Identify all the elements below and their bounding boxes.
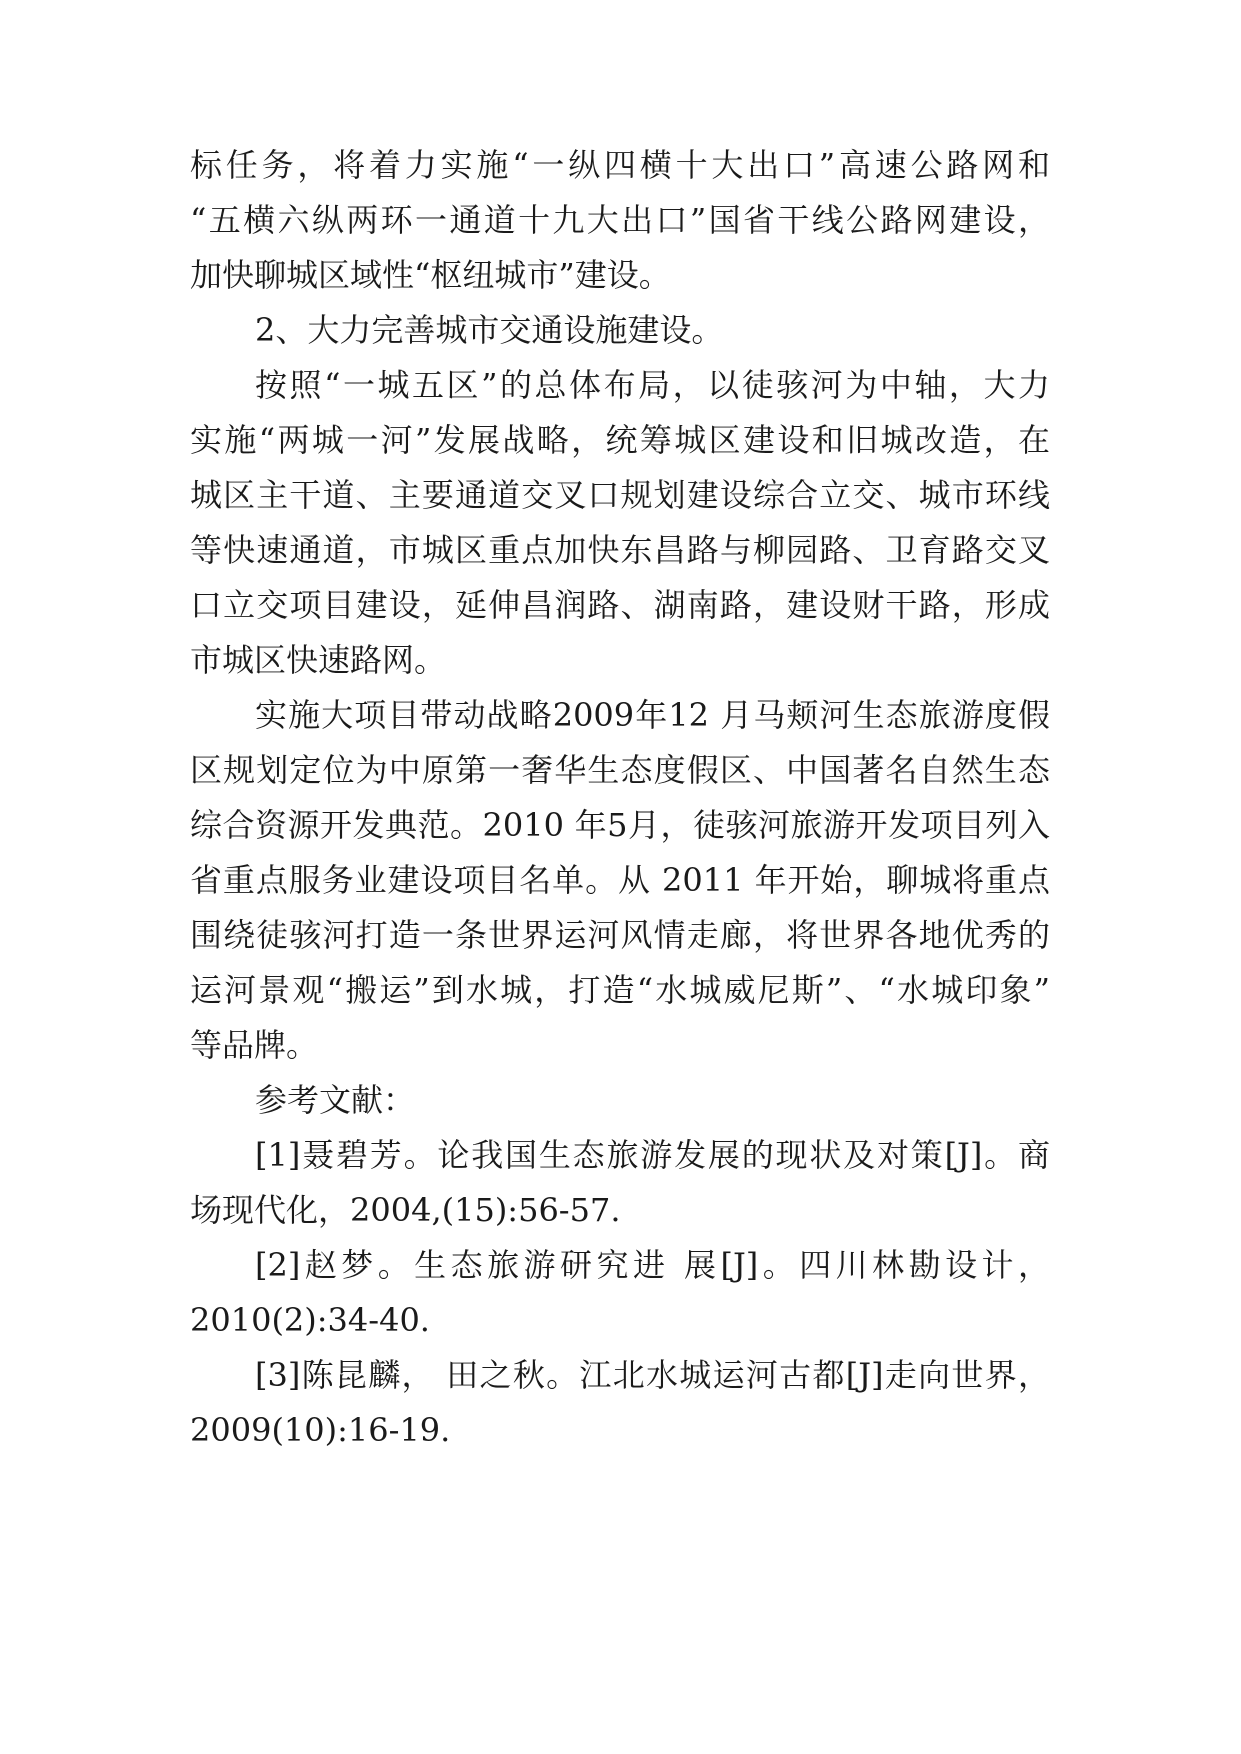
paragraph-line: 口立交项目建设，延伸昌润路、湖南路，建设财干路，形成 <box>190 586 1050 624</box>
reference-line: 场现代化，2004,(15):56-57. <box>190 1191 621 1229</box>
paragraph-line: 市城区快速路网。 <box>190 641 447 679</box>
reference-line: 2010(2):34-40. <box>190 1301 430 1339</box>
reference-line: [1]聂碧芳。论我国生态旅游发展的现状及对策[J]。商 <box>255 1136 1050 1174</box>
paragraph-line: 运河景观“搬运”到水城，打造“水城威尼斯”、“水城印象” <box>190 971 1050 1009</box>
references-heading: 参考文献： <box>255 1081 416 1119</box>
paragraph-line: 区规划定位为中原第一奢华生态度假区、中国著名自然生态 <box>190 751 1050 789</box>
paragraph-line: 城区主干道、主要通道交叉口规划建设综合立交、城市环线 <box>190 476 1050 514</box>
paragraph-line: 实施“两城一河”发展战略，统筹城区建设和旧城改造，在 <box>190 421 1050 459</box>
reference-line: 2009(10):16-19. <box>190 1411 451 1449</box>
paragraph-line: 标任务，将着力实施“一纵四横十大出口”高速公路网和 <box>190 146 1050 184</box>
paragraph-line: 等品牌。 <box>190 1026 319 1064</box>
paragraph-line: “五横六纵两环一通道十九大出口”国省干线公路网建设， <box>190 201 1050 239</box>
paragraph-line: 围绕徒骇河打造一条世界运河风情走廊，将世界各地优秀的 <box>190 916 1050 954</box>
paragraph-line: 等快速通道，市城区重点加快东昌路与柳园路、卫育路交叉 <box>190 531 1050 569</box>
paragraph-line: 加快聊城区域性“枢纽城市”建设。 <box>190 256 671 294</box>
section-heading: 2、大力完善城市交通设施建设。 <box>255 311 724 349</box>
reference-line: [3]陈昆麟， 田之秋。江北水城运河古都[J]走向世界， <box>255 1356 1050 1394</box>
paragraph-line: 实施大项目带动战略2009年12 月马颊河生态旅游度假 <box>255 696 1050 734</box>
paragraph-line: 省重点服务业建设项目名单。从 2011 年开始，聊城将重点 <box>190 861 1050 899</box>
paragraph-line: 按照“一城五区”的总体布局，以徒骇河为中轴，大力 <box>255 366 1050 404</box>
reference-line: [2]赵梦。生态旅游研究进 展[J]。四川林勘设计， <box>255 1246 1050 1284</box>
paragraph-line: 综合资源开发典范。2010 年5月，徒骇河旅游开发项目列入 <box>190 806 1050 844</box>
